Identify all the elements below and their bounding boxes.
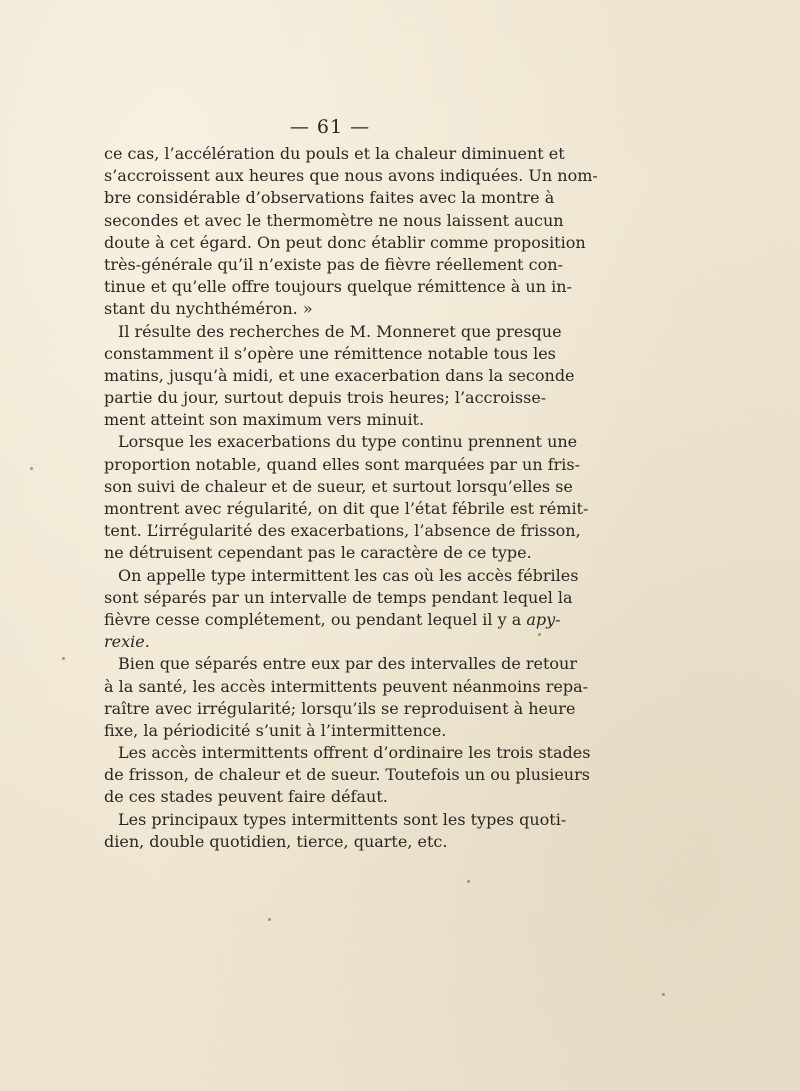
text-line xyxy=(104,609,561,631)
text-line: Il résulte des recherches de M. Monneret que presque xyxy=(118,321,562,341)
text-line: doute à cet égard. On peut donc établir comme proposition xyxy=(104,232,586,252)
paper-speck xyxy=(538,633,541,636)
text-line: tent. L’irrégularité des exacerbations, l’absence de frisson, xyxy=(104,521,581,541)
text-line: Les principaux types intermittents sont les types quoti- xyxy=(118,809,567,829)
text-line: son suivi de chaleur et de sueur, et surtout lorsqu’elles se xyxy=(104,476,573,496)
text-line: ce cas, l’accélération du pouls et la chaleur diminuent et xyxy=(104,144,565,163)
text-line: secondes et avec le thermomètre ne nous laissent aucun xyxy=(104,210,564,230)
text-line: dien, double quotidien, tierce, quarte, etc. xyxy=(104,831,448,851)
text-line: montrent avec régularité, on dit que l’état fébrile est rémit- xyxy=(104,499,589,518)
text-line: Bien que séparés entre eux par des intervalles de retour xyxy=(118,654,577,674)
text-line: sont séparés par un intervalle de temps pendant lequel la xyxy=(104,587,573,607)
text-line: de ces stades peuvent faire défaut. xyxy=(104,787,388,807)
text-line: On appelle type intermittent les cas où les accès fébriles xyxy=(118,565,579,585)
paper-speck xyxy=(467,880,470,883)
text-line: fixe, la périodicité s’unit à l’intermittence. xyxy=(104,720,447,740)
paper-speck xyxy=(662,993,665,996)
text-line: Les accès intermittents offrent d’ordinaire les trois stades xyxy=(118,743,591,763)
text-line: partie du jour, surtout depuis trois heures; l’accroisse- xyxy=(104,388,547,408)
text-line: matins, jusqu’à midi, et une exacerbation dans la seconde xyxy=(104,365,575,385)
text-line: ment atteint son maximum vers minuit. xyxy=(104,410,425,430)
text-line: proportion notable, quand elles sont marquées par un fris- xyxy=(104,454,581,474)
text-line: Lorsque les exacerbations du type continu prennent une xyxy=(118,432,578,452)
body-text xyxy=(104,143,598,853)
text-line-italic: rexie. xyxy=(104,632,150,652)
text-line: constamment il s’opère une rémittence notable tous les xyxy=(104,343,556,363)
paper-speck xyxy=(268,918,271,921)
paper-speck xyxy=(62,657,65,660)
text-line-main: fièvre cesse complétement, ou pendant lequel il y a xyxy=(104,609,527,629)
text-line: de frisson, de chaleur et de sueur. Toutefois un ou plusieurs xyxy=(104,765,590,785)
text-line: très-générale qu’il n’existe pas de fièvre réellement con- xyxy=(104,254,563,274)
page-number: — 61 — xyxy=(289,116,371,138)
text-line: raître avec irrégularité; lorsqu’ils se reproduisent à heure xyxy=(104,698,576,718)
text-line: à la santé, les accès intermittents peuvent néanmoins repa- xyxy=(104,676,589,696)
text-line: tinue et qu’elle offre toujours quelque rémittence à un in- xyxy=(104,277,572,297)
text-line: stant du nychthéméron. » xyxy=(104,299,313,319)
text-line: bre considérable d’observations faites avec la montre à xyxy=(104,188,555,208)
paper-speck xyxy=(30,467,33,470)
text-line: s’accroissent aux heures que nous avons indiquées. Un nom- xyxy=(104,166,598,186)
text-line: ne détruisent cependant pas le caractère de ce type. xyxy=(104,543,532,563)
italic-word: apy- xyxy=(526,609,561,629)
